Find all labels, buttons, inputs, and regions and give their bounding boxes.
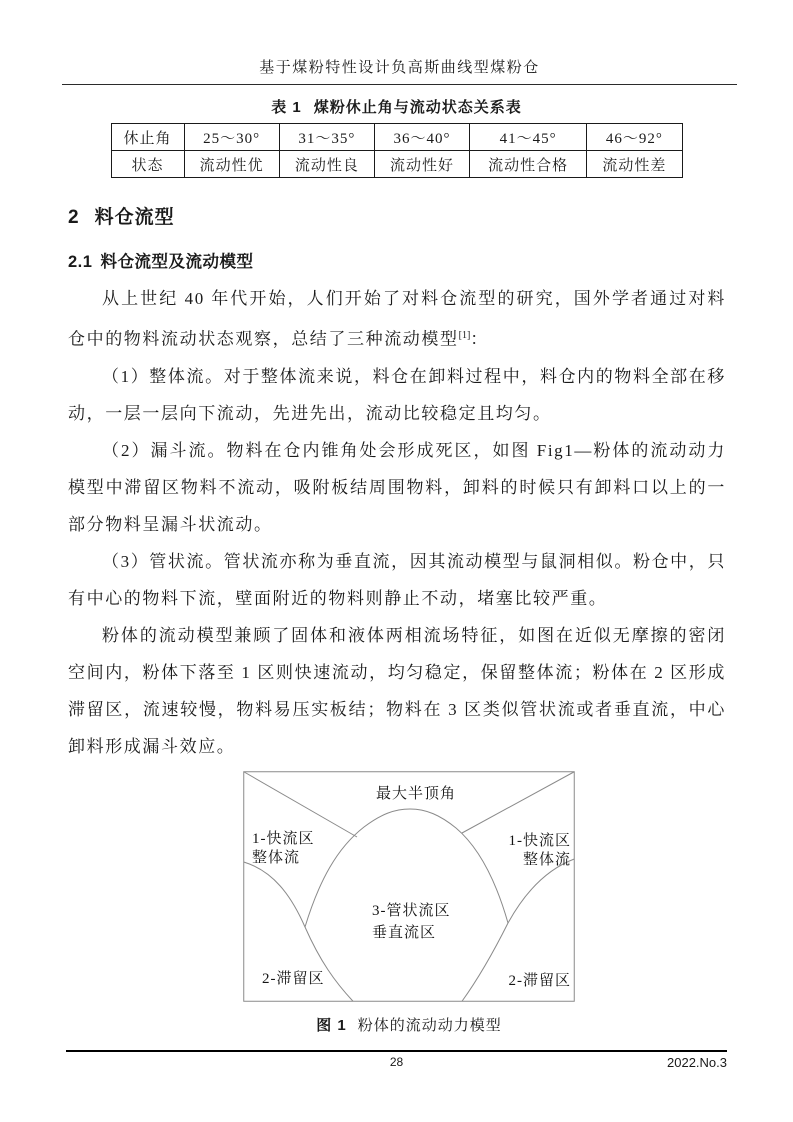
subsection-heading (68, 248, 726, 272)
state-cell: 流动性优 (184, 151, 279, 178)
label-pipe-flow-zone (372, 900, 451, 944)
label-pipe-flow-line1: 3-管状流区 (372, 902, 451, 919)
label-fast-zone-right-line1: 1-快流区 (508, 832, 571, 849)
paragraph-mass-flow: （1）整体流。对于整体流来说，料仓在卸料过程中，料仓内的物料全部在移动，一层一层向下流动，先进先出，流动比较稳定且均匀。 (68, 366, 726, 423)
label-fast-zone-left (252, 830, 315, 868)
figure-caption (243, 1014, 575, 1035)
running-title: 基于煤粉特性设计负高斯曲线型煤粉仓 (259, 60, 540, 76)
apex-line-left (244, 771, 357, 836)
running-header (62, 0, 737, 85)
label-apex-angle: 最大半顶角 (376, 785, 457, 802)
paragraph-intro (68, 280, 726, 358)
label-pipe-flow-line2: 垂直流区 (372, 924, 437, 941)
body-text (68, 280, 726, 765)
figure-flow-model (243, 771, 575, 1002)
label-fast-zone-left-line1: 1-快流区 (252, 830, 315, 847)
page-footer (66, 1050, 727, 1069)
citation-ref: [1] (458, 330, 471, 341)
table-row-angle (111, 124, 682, 151)
subsection-number: 2.1 (68, 253, 93, 271)
section-title: 料仓流型 (94, 207, 175, 228)
paragraph-funnel-flow: （2）漏斗流。物料在仓内锥角处会形成死区，如图 Fig1—粉体的流动动力模型中滞留区物料不流动，吸附板结周围物料，卸料的时候只有卸料口以上的一部分物料呈漏斗状流动。 (68, 440, 726, 534)
angle-cell: 31～35° (279, 124, 374, 151)
table-caption-title: 煤粉休止角与流动状态关系表 (313, 99, 522, 116)
repose-angle-table (111, 123, 683, 178)
table-caption-number: 表 1 (271, 99, 302, 116)
angle-cell: 36～40° (374, 124, 469, 151)
paragraph-intro-text: 从上世纪 40 年代开始，人们开始了对料仓流型的研究，国外学者通过对料仓中的物料流动状态观察，总结了三种流动模型 (68, 289, 726, 349)
page-number: 28 (389, 1055, 404, 1069)
state-cell: 流动性好 (374, 151, 469, 178)
label-fast-zone-left-line2: 整体流 (252, 849, 301, 866)
label-fast-zone-right (509, 832, 572, 870)
paragraph-model: 粉体的流动模型兼顾了固体和液体两相流场特征，如图在近似无摩擦的密闭空间内，粉体下落至 1 区则快速流动，均匀稳定，保留整体流；粉体在 2 区形成滞留区，流速较慢，物料易压实板结；物料在 3 区类似管状流或者垂直流，中心卸料形成漏斗效应。 (68, 625, 726, 756)
label-stagnant-zone-left: 2-滞留区 (262, 970, 325, 987)
angle-cell: 25～30° (184, 124, 279, 151)
figure-caption-number: 图 1 (316, 1016, 347, 1034)
journal-issue: 2022.No.3 (667, 1055, 727, 1070)
paragraph-pipe-flow: （3）管状流。管状流亦称为垂直流，因其流动模型与鼠洞相似。粉仓中，只有中心的物料下流，壁面附近的物料则静止不动，堵塞比较严重。 (68, 551, 726, 608)
state-cell: 流动性差 (587, 151, 682, 178)
flow-model-diagram (243, 771, 575, 1002)
label-stagnant-zone-right: 2-滞留区 (508, 972, 571, 989)
apex-line-right (462, 771, 574, 832)
section-number: 2 (68, 207, 80, 228)
label-fast-zone-right-line2: 整体流 (522, 851, 571, 868)
state-cell: 流动性良 (279, 151, 374, 178)
section-heading (68, 202, 726, 229)
row-header-state: 状态 (111, 151, 184, 178)
figure-caption-title: 粉体的流动动力模型 (357, 1017, 502, 1034)
subsection-title: 料仓流型及流动模型 (100, 253, 254, 271)
angle-cell: 46～92° (587, 124, 682, 151)
paragraph-intro-tail: ： (470, 329, 489, 349)
figure-border (244, 771, 575, 1001)
state-cell: 流动性合格 (470, 151, 587, 178)
table-caption (0, 96, 793, 117)
row-header-angle: 休止角 (111, 124, 184, 151)
angle-cell: 41～45° (470, 124, 587, 151)
table-row-state (111, 151, 682, 178)
footer-row (66, 1052, 727, 1069)
